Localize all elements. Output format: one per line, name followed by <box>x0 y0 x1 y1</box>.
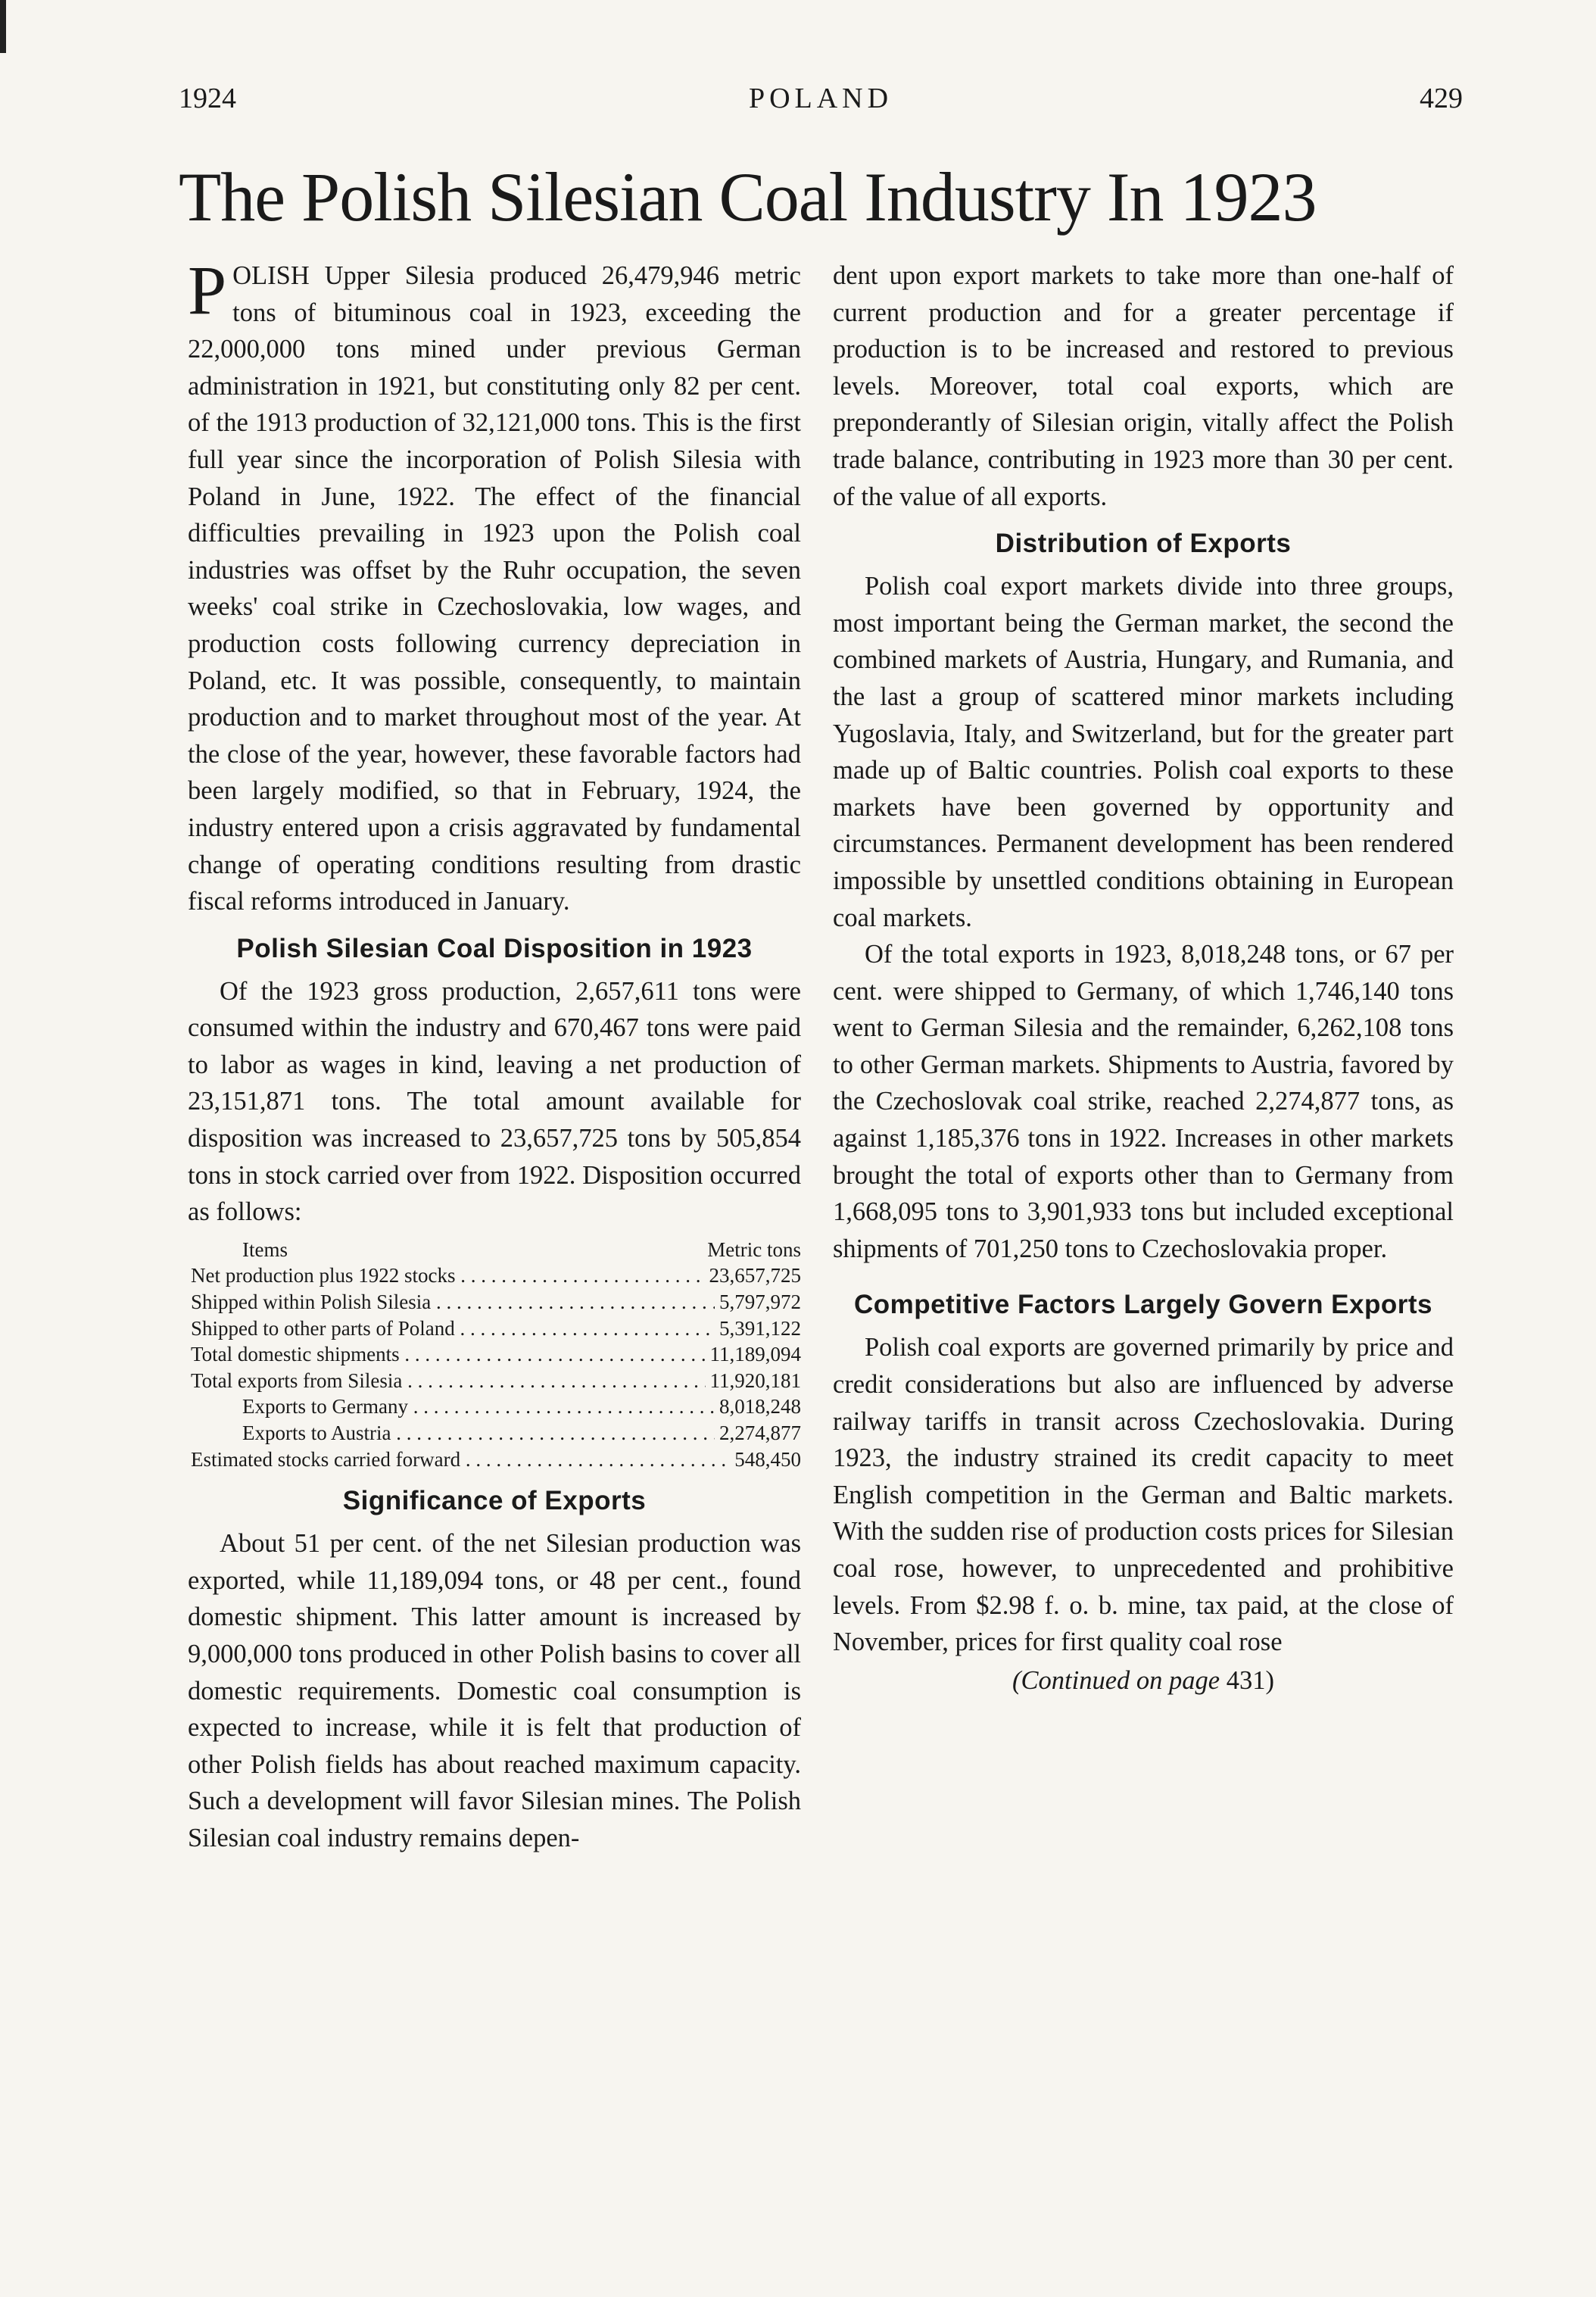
table-row-label: Total domestic shipments . . . <box>191 1341 706 1368</box>
intro-paragraph <box>188 251 801 920</box>
table-header-items: Items <box>242 1237 288 1261</box>
table-row-label: Exports to Austria . . . <box>191 1420 715 1447</box>
table-row <box>191 1262 801 1289</box>
table-row <box>191 1447 801 1473</box>
article-title: The Polish Silesian Coal Industry In 1923 <box>179 158 1317 236</box>
table-row <box>191 1368 801 1394</box>
table-header <box>191 1237 801 1263</box>
table-row-label: Shipped within Polish Silesia . . . <box>191 1289 715 1315</box>
table-row-value: 8,018,248 <box>715 1393 801 1420</box>
table-row-value: 11,920,181 <box>706 1368 802 1394</box>
significance-continuation: dent upon export markets to take more than one-half of current production and for a greater percentage if production is to be increased and restored to previous levels. Moreover, total coal exports, which are preponderantly of Silesian origin, vitally affect the Polish trade balance, contributing in 1923 more than 30 per cent. of the value of all exports. <box>833 261 1454 511</box>
table-row-value: 2,274,877 <box>715 1420 801 1447</box>
table-row-label: Shipped to other parts of Poland . . . <box>191 1315 715 1342</box>
right-column <box>833 257 1454 1699</box>
table-row-value: 5,797,972 <box>715 1289 801 1315</box>
table-row <box>191 1341 801 1368</box>
distribution-paragraph-1: Polish coal export markets divide into three groups, most important being the German market, the second the combined markets of Austria, Hungary, and Rumania, and the last a group of scattered minor markets including Yugoslavia, Italy, and Switzerland, but for the greater part made up of Baltic countries. Polish coal exports to these markets have been governed by opportunity and circumstances. Permanent development has been rendered impossible by unsettled conditions obtaining in European coal markets. <box>833 572 1454 932</box>
disposition-heading: Polish Silesian Coal Disposition in 1923 <box>236 933 753 963</box>
table-row-label: Estimated stocks carried forward . . . <box>191 1447 730 1473</box>
significance-heading: Significance of Exports <box>342 1486 647 1516</box>
table-row-value: 5,391,122 <box>715 1315 801 1342</box>
table-row <box>191 1393 801 1420</box>
continued-note <box>833 1662 1454 1699</box>
distribution-heading: Distribution of Exports <box>995 529 1292 559</box>
continued-suffix: ) <box>1265 1665 1274 1695</box>
left-column <box>188 251 801 1857</box>
table-row-value: 11,189,094 <box>706 1341 802 1368</box>
intro-smallcaps: OLISH <box>232 261 310 290</box>
table-row <box>191 1315 801 1342</box>
table-row-value: 23,657,725 <box>705 1262 802 1289</box>
disposition-table <box>191 1237 801 1472</box>
intro-text: Upper Silesia produced 26,479,946 metric tons of bituminous coal in 1923, exceeding the 22,000,000 tons mined under previous German administration in 1921, but constituting only 82 per cent. of the 1913 production of 32,121,000 tons. This is the first full year since the incorporation of Polish Silesia with Poland in June, 1922. The effect of the financial difficulties prevailing in 1923 upon the Polish coal industries was offset by the Ruhr occupation, the seven weeks' coal strike in Czechoslovakia, low wages, and production costs following currency depreciation in Poland, etc. It was possible, consequently, to maintain production and to market throughout most of the year. At the close of the year, however, these favorable factors had been largely modified, so that in February, 1924, the industry entered upon a crisis aggravated by fundamental change of operating conditions resulting from drastic fiscal reforms introduced in January. <box>188 261 801 916</box>
table-row-label: Exports to Germany . . . <box>191 1393 715 1420</box>
table-header-tons: Metric tons <box>707 1237 801 1261</box>
drop-cap: P <box>188 251 227 329</box>
competitive-heading: Competitive Factors Largely Govern Exports <box>854 1290 1432 1320</box>
table-row <box>191 1420 801 1447</box>
table-row <box>191 1289 801 1315</box>
table-row-label: Total exports from Silesia . . . <box>191 1368 706 1394</box>
competitive-paragraph: Polish coal exports are governed primarily by price and credit considerations but also are influenced by adverse railway tariffs in transit across Czechoslovakia. During 1923, the industry strained its credit capacity to meet English competition in the German and Baltic markets. With the sudden rise of production costs prices for Silesian coal rose, however, to unprecedented and prohibitive levels. From $2.98 f. o. b. mine, tax paid, at the close of November, prices for first quality coal rose <box>833 1333 1454 1657</box>
distribution-paragraph-2: Of the total exports in 1923, 8,018,248 tons, or 67 per cent. were shipped to Germany, of which 1,746,140 tons went to German Silesia and the remainder, 6,262,108 tons to other German markets. Shipments to Austria, favored by the Czechoslovak coal strike, reached 2,274,877 tons, as against 1,185,376 tons in 1922. Increases in other markets brought the total of exports other than to Germany from 1,668,095 tons to 3,901,933 tons but included exceptional shipments of 701,250 tons to Czechoslovakia proper. <box>833 940 1454 1263</box>
significance-paragraph: About 51 per cent. of the net Silesian production was exported, while 11,189,094 tons, or 48 per cent., found domestic shipment. This latter amount is increased by 9,000,000 tons produced in other Polish basins to cover all domestic requirements. Domestic coal consumption is expected to increase, while it is felt that production of other Polish fields has about reached maximum capacity. Such a development will favor Silesian mines. The Polish Silesian coal industry remains depen- <box>188 1529 801 1852</box>
continued-prefix: (Continued on page <box>1012 1665 1220 1695</box>
continued-page: 431 <box>1226 1665 1266 1695</box>
header-year: 1924 <box>179 83 236 114</box>
disposition-paragraph: Of the 1923 gross production, 2,657,611 tons were consumed within the industry and 670,467 tons were paid to labor as wages in kind, leaving a net production of 23,151,871 tons. The total amount available for disposition was increased to 23,657,725 tons by 505,854 tons in stock carried over from 1922. Disposition occurred as follows: <box>188 976 801 1227</box>
page-number: 429 <box>1420 83 1463 114</box>
running-head <box>179 82 1463 127</box>
table-row-label: Net production plus 1922 stocks . . . <box>191 1262 705 1289</box>
header-section: POLAND <box>748 83 893 114</box>
table-row-value: 548,450 <box>730 1447 801 1473</box>
scan-edge-mark <box>0 0 6 53</box>
